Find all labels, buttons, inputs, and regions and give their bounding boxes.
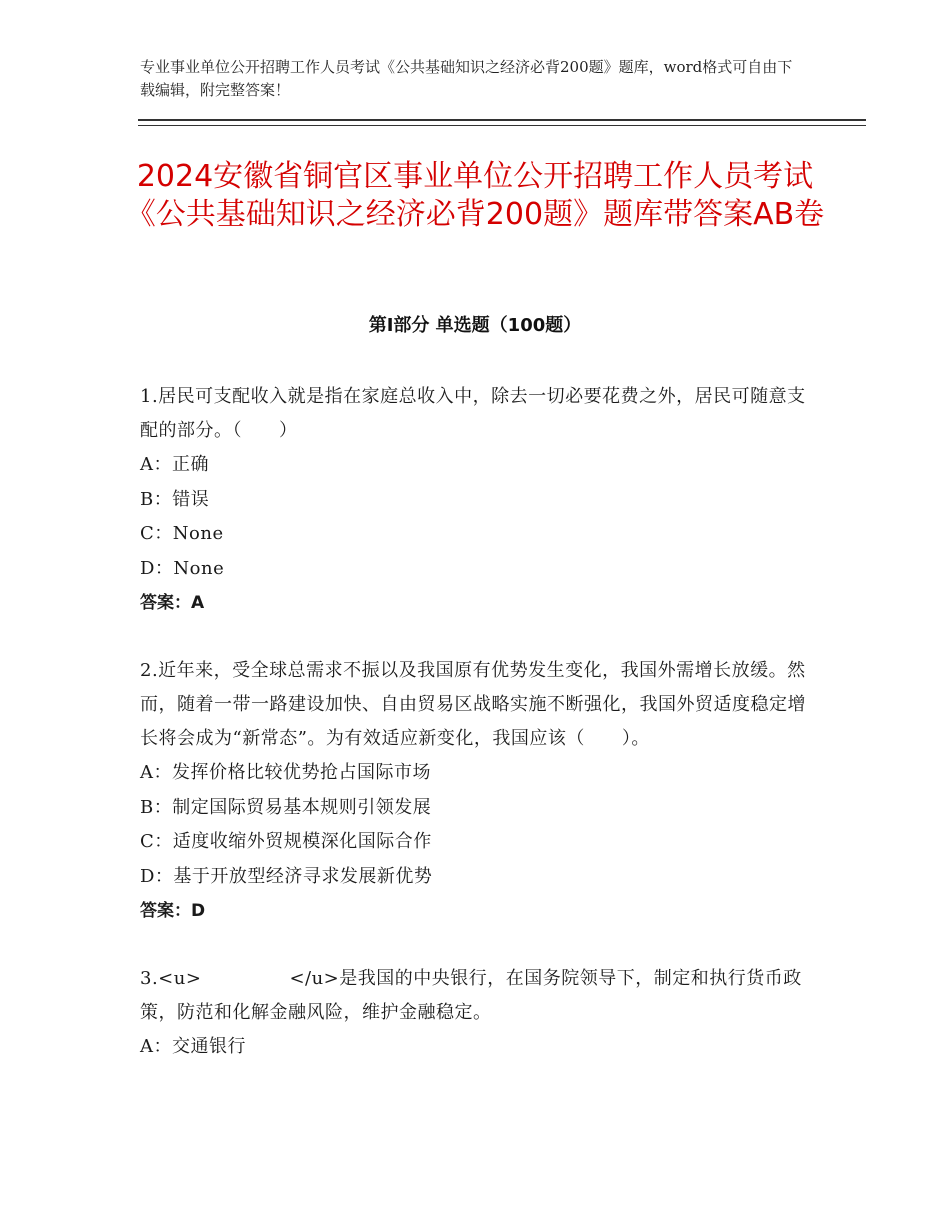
question-list <box>140 380 810 1099</box>
answer: 答案：A <box>140 593 205 613</box>
document-title: 2024安徽省铜官区事业单位公开招聘工作人员考试《公共基础知识之经济必背200题》题库带答案AB卷 <box>125 159 825 232</box>
option-b: B：制定国际贸易基本规则引领发展 <box>140 796 432 818</box>
header-rule-thin <box>138 125 866 126</box>
question-text: 1.居民可支配收入就是指在家庭总收入中，除去一切必要花费之外，居民可随意支配的部分。（ ） <box>140 386 806 441</box>
question-1 <box>140 380 810 620</box>
header-note: 专业事业单位公开招聘工作人员考试《公共基础知识之经济必背200题》题库，word格式可自由下载编辑，附完整答案！ <box>140 58 793 99</box>
question-text <box>140 962 810 1030</box>
option-d: D：基于开放型经济寻求发展新优势 <box>140 865 433 887</box>
question-text-prefix: 3.<u> <box>140 968 202 989</box>
option-c: C：None <box>140 523 224 544</box>
header-rule-thick <box>138 119 866 121</box>
option-a: A：交通银行 <box>140 1036 246 1057</box>
option-b: B：错误 <box>140 488 210 510</box>
answer: 答案：D <box>140 901 206 921</box>
option-c: C：适度收缩外贸规模深化国际合作 <box>140 831 432 852</box>
section-title: 第Ⅰ部分 单选题（100题） <box>368 315 582 336</box>
option-d: D：None <box>140 557 225 579</box>
option-a: A：正确 <box>140 454 209 475</box>
question-3 <box>140 962 810 1065</box>
question-2 <box>140 654 810 928</box>
option-a: A：发挥价格比较优势抢占国际市场 <box>140 762 431 783</box>
question-text: 2.近年来，受全球总需求不振以及我国原有优势发生变化，我国外需增长放缓。然而，随着一带一路建设加快、自由贸易区战略实施不断强化，我国外贸适度稳定增长将会成为“新常态”。为有效适应新变化，我国应该（ ）。 <box>140 660 806 749</box>
question-text-suffix: </u>是我国的中央银行，在国务院领导下，制定和执行货币政策，防范和化解金融风险，维护金融稳定。 <box>140 968 802 1023</box>
